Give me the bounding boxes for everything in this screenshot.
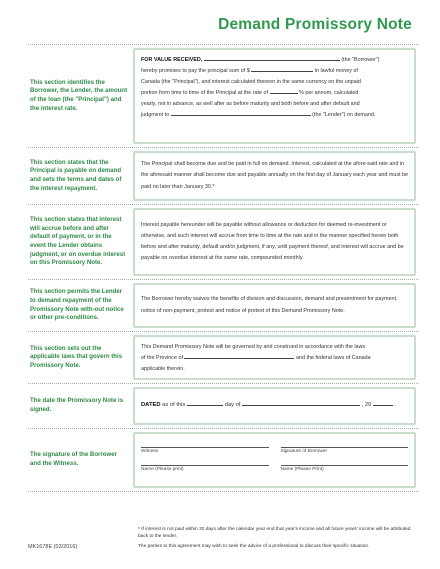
for-value-label: FOR VALUE RECEIVED, — [141, 57, 203, 63]
note-sections — [28, 45, 419, 492]
borrower-name-field[interactable] — [204, 55, 340, 61]
section-label: This section states that the Principal is payable on demand and sets the terms and dates of the interest repayment. — [30, 158, 122, 192]
canada-text: Canada (the "Principal"), and interest calculated thereon in the same currency on the unpaid — [141, 79, 361, 86]
section-body — [133, 151, 416, 201]
section-waiver — [28, 279, 419, 332]
day-field[interactable] — [187, 400, 223, 406]
section-body — [133, 335, 416, 380]
province-suffix: and the federal laws of Canada — [295, 355, 371, 362]
borrower-signature-field[interactable]: Signature of Borrower — [281, 447, 409, 455]
section-label: This section identifies the Borrower, the Lender, the amount of the loan (the "Principal") and the interest rate. — [30, 78, 128, 112]
section-body — [133, 387, 416, 425]
dated-label: DATED — [141, 402, 161, 409]
form-code: MK1678E (03/2016) — [28, 544, 78, 550]
interest-text: Interest payable hereunder will be payable without allowance or deduction for deemed re-investment or otherwise, and such interest will accrue from time to time at the rate and in the manner specified herein both before and after maturity, default and/or judgment, if any, until payment thereof, and interest will accrue and be payable on overdue interest at the same rate, compounded monthly. — [141, 221, 404, 262]
rate-prefix: portion from time to time of the Principal at the rate of — [141, 90, 269, 97]
laws-text-a: This Demand Promissory Note will be governed by and construed in accordance with the laws — [141, 344, 366, 350]
section-parties — [28, 44, 419, 148]
province-prefix: of the Province of — [141, 355, 183, 362]
section-interest — [28, 204, 419, 280]
as-of-label: as of this — [162, 402, 186, 409]
province-field[interactable] — [184, 353, 294, 359]
footnote-interest: * If interest is not paid within 30 days after the calendar year end that year's income and all future years' income will be attributed back to the lender. — [138, 527, 411, 539]
section-laws — [28, 331, 419, 384]
interest-rate-field[interactable] — [270, 88, 298, 94]
section-body — [133, 208, 416, 276]
section-payment — [28, 147, 419, 205]
waiver-text: The Borrower hereby waives the benefits of division and discussion, demand and presentment for payment, notice of non-payment, protest and notice of protest of this Demand Promissory Note. — [141, 296, 398, 314]
judgment-suffix: (the "Lender") on demand. — [312, 112, 376, 119]
year-suffix: . — [394, 402, 397, 409]
borrower-suffix: (the "Borrower") — [341, 57, 380, 63]
lender-name-field[interactable] — [171, 110, 311, 116]
payment-text: The Principal shall become due and be paid in full on demand. Interest, calculated at the afore-said rate and in the aforesaid manner shall become due and payable annually on the first day of January each year and must be paid no later than January 30.* — [141, 161, 409, 190]
judgment-prefix: judgment to — [141, 112, 170, 119]
principal-prefix: hereby promises to pay the principal sum of $ — [141, 68, 250, 75]
section-body — [133, 48, 416, 144]
section-body — [133, 432, 416, 488]
laws-text-c: applicable therein. — [141, 366, 185, 373]
witness-signature-field[interactable]: Witness — [141, 447, 269, 455]
day-of-label: day of — [224, 402, 241, 409]
footnote-advice: The parties to this agreement may wish to seek the advice of a professional to discuss their specific situation. — [138, 543, 370, 549]
rate-suffix: % per annum, calculated — [299, 90, 359, 97]
principal-amount-field[interactable] — [251, 66, 313, 72]
section-label: This section sets out the applicable laws that govern this Promissory Note. — [30, 344, 123, 369]
section-label: This section states that interest will accrue before and after default of payment, or in the event the Lender obtains judgment, or on overdue interest on this Promissory Note. — [30, 216, 126, 267]
document-title: Demand Promissory Note — [218, 16, 412, 33]
witness-name-field[interactable]: Name (Please print) — [141, 465, 269, 473]
year-prefix: , 20 — [361, 402, 372, 409]
borrower-name-field[interactable]: Name (Please Print) — [281, 465, 409, 473]
principal-suffix: in lawful money of — [314, 68, 358, 75]
section-label: The signature of the Borrower and the Witness. — [30, 451, 118, 467]
month-field[interactable] — [242, 400, 360, 406]
footnotes — [138, 527, 420, 554]
section-label: This section permits the Lender to demand repayment of the Promissory Note with-out notice or other pre-conditions. — [30, 288, 124, 322]
section-signatures — [28, 428, 419, 492]
section-date — [28, 383, 419, 429]
year-field[interactable] — [373, 400, 393, 406]
yearly-text: yearly, not in advance, as well after as before maturity and both before and after default and — [141, 101, 360, 108]
section-body — [133, 283, 416, 328]
section-label: The date the Promissory Note is signed. — [30, 397, 124, 413]
